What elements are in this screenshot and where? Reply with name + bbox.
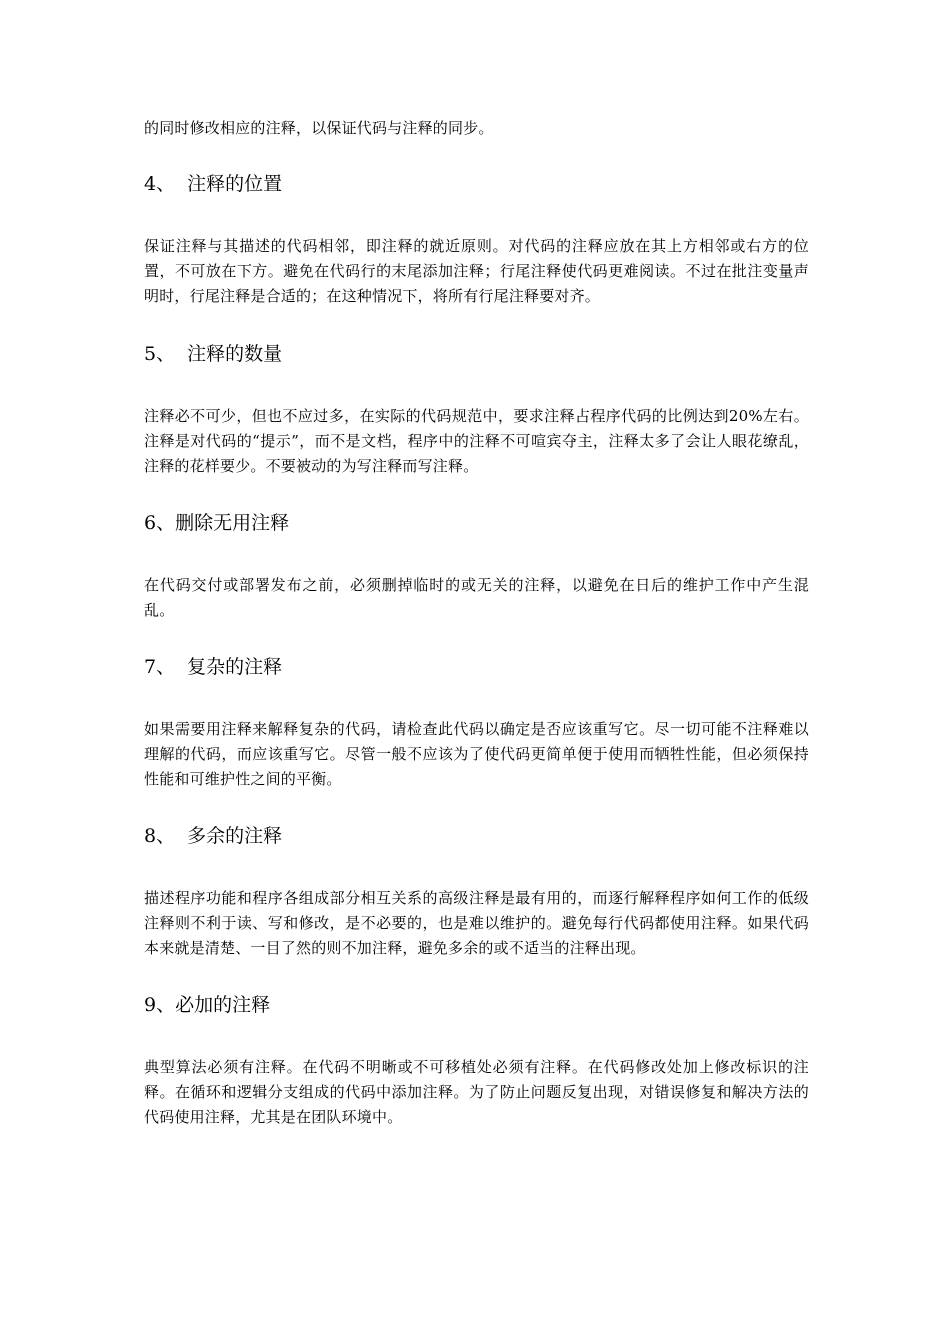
section-paragraph: 描述程序功能和程序各组成部分相互关系的高级注释是最有用的，而逐行解释程序如何工作的低级注释则不利于读、写和修改，是不必要的，也是难以维护的。避免每行代码都使用注释。如果代码本来就是清楚、一目了然的则不加注释，避免多余的或不适当的注释出现。 xyxy=(144,889,809,957)
intro-paragraph: 的同时修改相应的注释，以保证代码与注释的同步。 xyxy=(144,119,494,137)
section-heading: 9、必加的注释 xyxy=(144,994,271,1016)
section-paragraph: 在代码交付或部署发布之前，必须删掉临时的或无关的注释，以避免在日后的维护工作中产生混乱。 xyxy=(144,576,809,619)
section-heading: 4、 注释的位置 xyxy=(144,173,283,195)
section-paragraph: 保证注释与其描述的代码相邻，即注释的就近原则。对代码的注释应放在其上方相邻或右方的位置，不可放在下方。避免在代码行的末尾添加注释；行尾注释使代码更难阅读。不过在批注变量声明时，行尾注释是合适的；在这种情况下，将所有行尾注释要对齐。 xyxy=(144,237,809,305)
section-heading: 8、 多余的注释 xyxy=(144,825,283,847)
section-heading: 5、 注释的数量 xyxy=(144,343,283,365)
section-paragraph: 典型算法必须有注释。在代码不明晰或不可移植处必须有注释。在代码修改处加上修改标识的注释。在循环和逻辑分支组成的代码中添加注释。为了防止问题反复出现，对错误修复和解决方法的代码使用注释，尤其是在团队环境中。 xyxy=(144,1058,809,1126)
section-paragraph: 注释必不可少，但也不应过多，在实际的代码规范中，要求注释占程序代码的比例达到20%左右。注释是对代码的“提示”，而不是文档，程序中的注释不可喧宾夺主，注释太多了会让人眼花缭乱，注释的花样要少。不要被动的为写注释而写注释。 xyxy=(144,407,809,475)
section-heading: 7、 复杂的注释 xyxy=(144,656,283,678)
section-paragraph: 如果需要用注释来解释复杂的代码，请检查此代码以确定是否应该重写它。尽一切可能不注释难以理解的代码，而应该重写它。尽管一般不应该为了使代码更简单便于使用而牺牲性能，但必须保持性能和可维护性之间的平衡。 xyxy=(144,720,809,788)
section-heading: 6、删除无用注释 xyxy=(144,512,290,534)
